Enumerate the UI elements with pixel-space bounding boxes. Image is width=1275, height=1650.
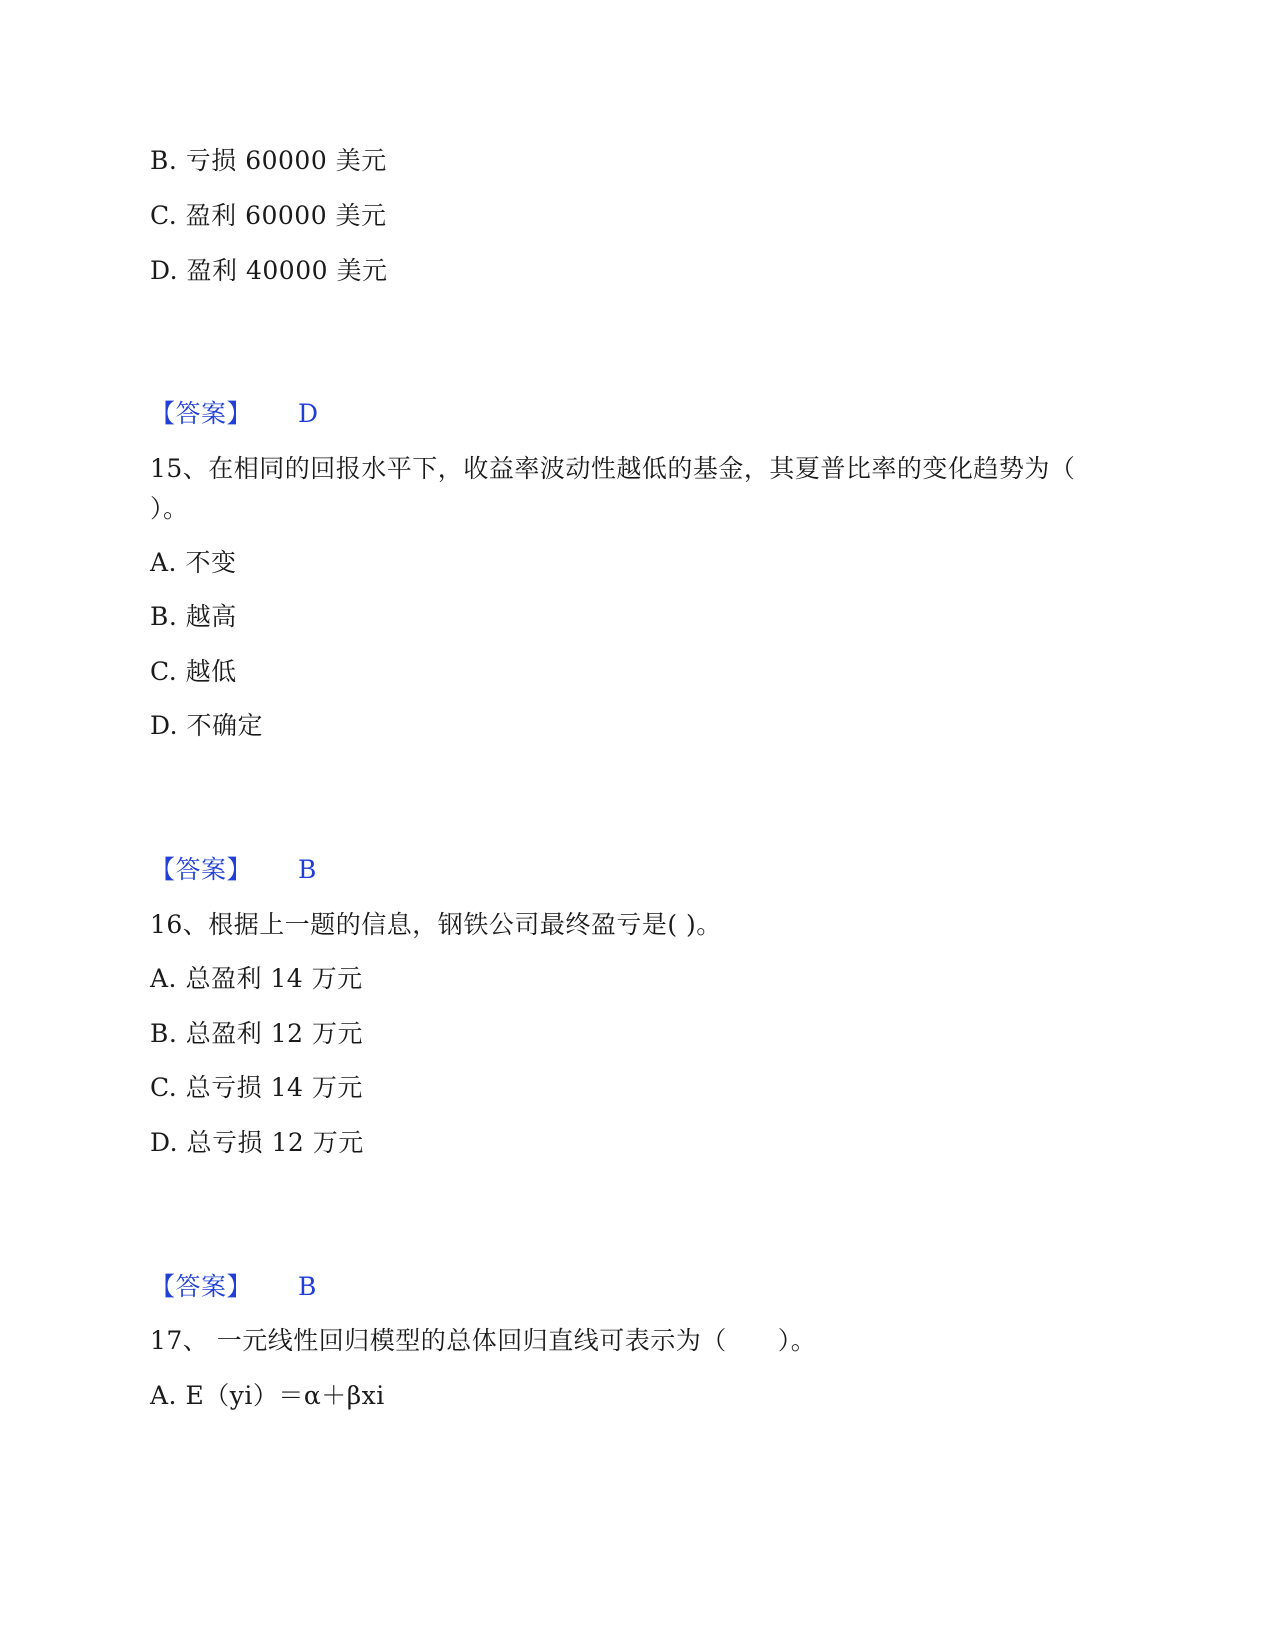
answer-label: 【答案】 [150,399,253,428]
q16-option-c: C. 总亏损 14 万元 [150,1073,363,1102]
answer-value: B [298,1272,317,1301]
q15-option-d: D. 不确定 [150,711,264,740]
q16-option-d: D. 总亏损 12 万元 [150,1128,364,1157]
answer-label: 【答案】 [150,855,253,884]
q15-option-b: B. 越高 [150,602,237,631]
q15-option-c: C. 越低 [150,657,237,686]
q16-stem: 16、根据上一题的信息，钢铁公司最终盈亏是( )。 [150,910,722,939]
q15-stem: 15、在相同的回报水平下，收益率波动性越低的基金，其夏普比率的变化趋势为（ ）。 [150,454,1076,523]
answer-value: B [298,855,317,884]
answer-value: D [298,399,319,428]
answer-label: 【答案】 [150,1272,253,1301]
q15-answer [150,855,317,885]
q16-option-a: A. 总盈利 14 万元 [150,964,363,993]
q17-stem: 17、 一元线性回归模型的总体回归直线可表示为（ ）。 [150,1326,817,1355]
q14-option-c: C. 盈利 60000 美元 [150,201,387,230]
q15-option-a: A. 不变 [150,548,237,577]
q17-option-a: A. E（yi）＝α＋βxi [150,1381,385,1410]
q14-option-b: B. 亏损 60000 美元 [150,146,387,175]
q16-option-b: B. 总盈利 12 万元 [150,1019,363,1048]
q16-answer [150,1272,317,1302]
q14-option-d: D. 盈利 40000 美元 [150,256,388,285]
q14-answer [150,399,319,429]
